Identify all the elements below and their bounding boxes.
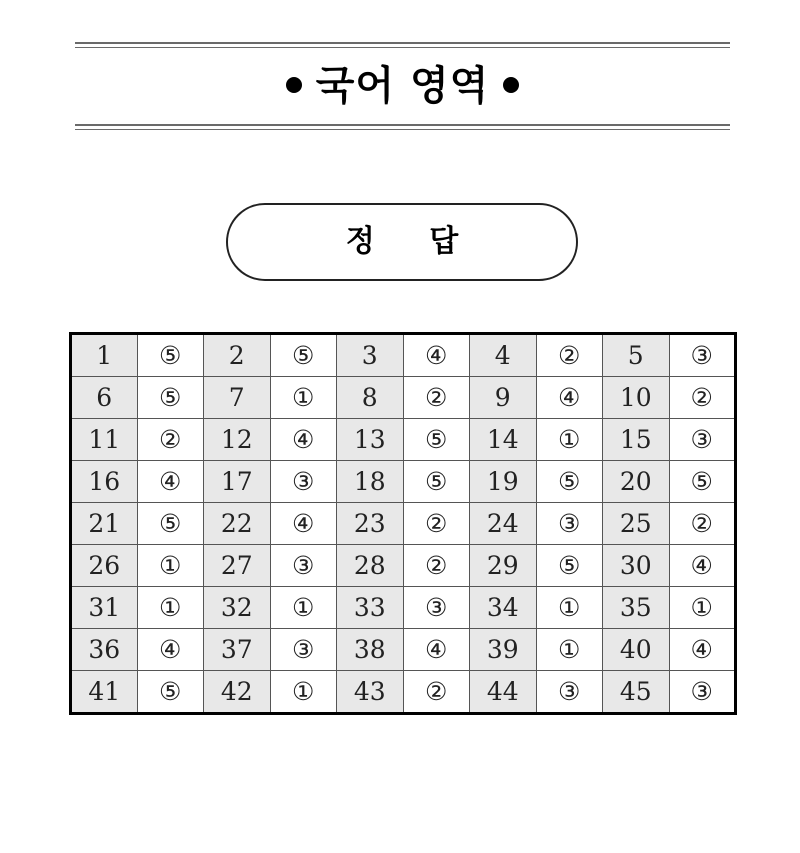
question-number: 20 <box>603 461 670 503</box>
answer-choice: ④ <box>270 503 337 545</box>
question-number: 36 <box>71 629 138 671</box>
question-number: 31 <box>71 587 138 629</box>
question-number: 27 <box>204 545 271 587</box>
answer-choice: ④ <box>403 629 470 671</box>
answer-choice: ⑤ <box>536 461 603 503</box>
question-number: 18 <box>337 461 404 503</box>
answer-choice: ① <box>270 377 337 419</box>
answer-choice: ① <box>137 545 204 587</box>
question-number: 16 <box>71 461 138 503</box>
question-number: 23 <box>337 503 404 545</box>
bullet-icon <box>286 77 302 93</box>
question-number: 29 <box>470 545 537 587</box>
answer-choice: ② <box>403 503 470 545</box>
answer-choice: ① <box>270 671 337 714</box>
answer-choice: ② <box>403 671 470 714</box>
title-block <box>75 40 730 132</box>
question-number: 21 <box>71 503 138 545</box>
answer-choice: ② <box>669 503 736 545</box>
answer-choice: ② <box>669 377 736 419</box>
answer-choice: ③ <box>403 587 470 629</box>
answer-choice: ① <box>536 419 603 461</box>
answer-choice: ④ <box>403 334 470 377</box>
table-row <box>71 671 736 714</box>
question-number: 3 <box>337 334 404 377</box>
answer-choice: ③ <box>669 334 736 377</box>
answer-choice: ④ <box>669 545 736 587</box>
question-number: 17 <box>204 461 271 503</box>
answer-choice: ⑤ <box>403 419 470 461</box>
table-row <box>71 587 736 629</box>
question-number: 32 <box>204 587 271 629</box>
question-number: 33 <box>337 587 404 629</box>
answer-badge: 정 답 <box>226 203 578 281</box>
answer-choice: ⑤ <box>669 461 736 503</box>
question-number: 30 <box>603 545 670 587</box>
table-row <box>71 334 736 377</box>
question-number: 22 <box>204 503 271 545</box>
answer-choice: ⑤ <box>137 377 204 419</box>
table-row <box>71 377 736 419</box>
answer-choice: ④ <box>137 461 204 503</box>
answer-choice: ② <box>403 545 470 587</box>
answer-choice: ① <box>536 629 603 671</box>
question-number: 28 <box>337 545 404 587</box>
top-divider <box>75 42 730 48</box>
answer-choice: ① <box>137 587 204 629</box>
page-title <box>75 58 730 114</box>
question-number: 45 <box>603 671 670 714</box>
bullet-icon <box>503 77 519 93</box>
answer-choice: ⑤ <box>403 461 470 503</box>
answer-choice: ⑤ <box>137 503 204 545</box>
question-number: 11 <box>71 419 138 461</box>
table-row <box>71 629 736 671</box>
question-number: 43 <box>337 671 404 714</box>
question-number: 4 <box>470 334 537 377</box>
question-number: 42 <box>204 671 271 714</box>
answer-choice: ④ <box>137 629 204 671</box>
answer-choice: ① <box>536 587 603 629</box>
question-number: 8 <box>337 377 404 419</box>
question-number: 14 <box>470 419 537 461</box>
question-number: 44 <box>470 671 537 714</box>
answer-table-body <box>71 334 736 714</box>
question-number: 5 <box>603 334 670 377</box>
answer-choice: ④ <box>270 419 337 461</box>
question-number: 13 <box>337 419 404 461</box>
table-row <box>71 545 736 587</box>
question-number: 19 <box>470 461 537 503</box>
answer-choice: ② <box>137 419 204 461</box>
question-number: 7 <box>204 377 271 419</box>
question-number: 40 <box>603 629 670 671</box>
answer-choice: ③ <box>270 629 337 671</box>
table-row <box>71 503 736 545</box>
question-number: 25 <box>603 503 670 545</box>
answer-choice: ③ <box>536 503 603 545</box>
question-number: 15 <box>603 419 670 461</box>
answer-table <box>69 332 737 715</box>
question-number: 39 <box>470 629 537 671</box>
answer-choice: ⑤ <box>137 334 204 377</box>
answer-choice: ③ <box>536 671 603 714</box>
answer-choice: ① <box>270 587 337 629</box>
question-number: 6 <box>71 377 138 419</box>
page-title-text: 국어 영역 <box>315 63 490 109</box>
question-number: 10 <box>603 377 670 419</box>
answer-choice: ③ <box>270 461 337 503</box>
answer-choice: ④ <box>669 629 736 671</box>
table-row <box>71 419 736 461</box>
question-number: 26 <box>71 545 138 587</box>
answer-choice: ③ <box>669 671 736 714</box>
answer-choice: ③ <box>270 545 337 587</box>
question-number: 12 <box>204 419 271 461</box>
question-number: 41 <box>71 671 138 714</box>
bottom-divider <box>75 124 730 130</box>
question-number: 35 <box>603 587 670 629</box>
answer-choice: ② <box>536 334 603 377</box>
answer-choice: ④ <box>536 377 603 419</box>
question-number: 34 <box>470 587 537 629</box>
answer-choice: ⑤ <box>536 545 603 587</box>
answer-choice: ③ <box>669 419 736 461</box>
answer-choice: ② <box>403 377 470 419</box>
answer-choice: ⑤ <box>270 334 337 377</box>
question-number: 37 <box>204 629 271 671</box>
answer-choice: ① <box>669 587 736 629</box>
question-number: 2 <box>204 334 271 377</box>
question-number: 24 <box>470 503 537 545</box>
table-row <box>71 461 736 503</box>
question-number: 9 <box>470 377 537 419</box>
question-number: 38 <box>337 629 404 671</box>
answer-choice: ⑤ <box>137 671 204 714</box>
question-number: 1 <box>71 334 138 377</box>
